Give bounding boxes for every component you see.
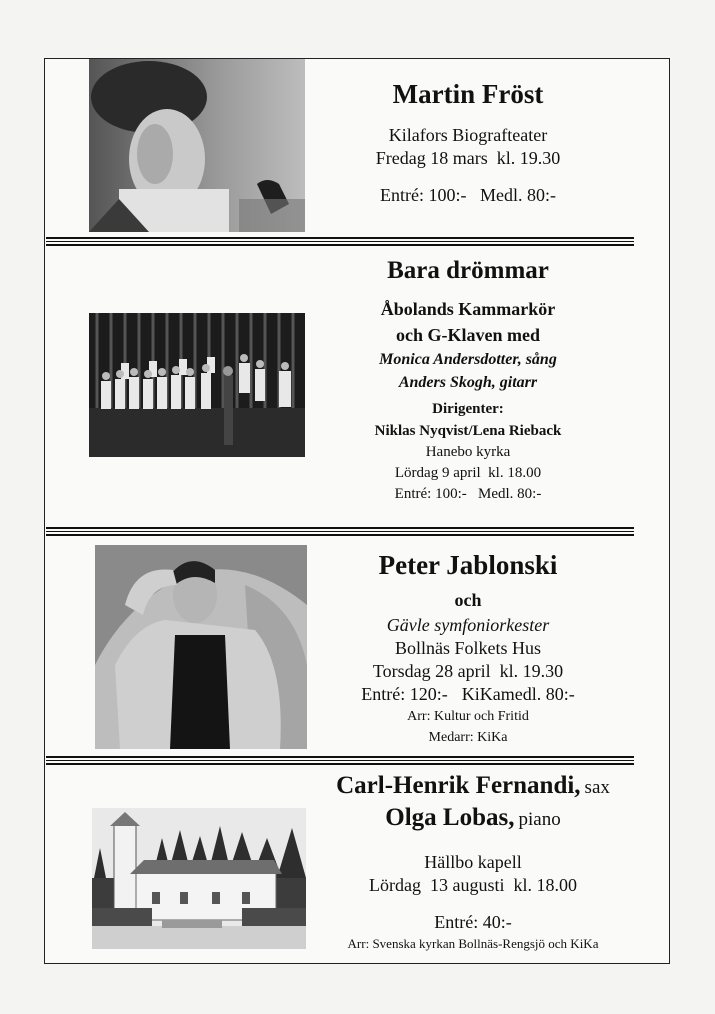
event2-conductors: Niklas Nyqvist/Lena Rieback	[374, 423, 562, 439]
event4-arranger: Arr: Svenska kyrkan Bollnäs-Rengsjö och KiKa	[347, 936, 599, 951]
event3-member-price: KiKamedl. 80:-	[461, 684, 575, 704]
event1-datetime: Fredag 18 mars kl. 19.30	[375, 148, 561, 168]
event3-and: och	[454, 590, 482, 610]
event2-soloist-2: Anders Skogh, gitarr	[398, 374, 538, 391]
choir-photo	[89, 313, 305, 457]
event4-performer-2: Olga Lobas,	[385, 804, 515, 831]
event2-soloist-1: Monica Andersdotter, sång	[379, 351, 557, 368]
event3-datetime: Torsdag 28 april kl. 19.30	[372, 661, 564, 681]
event2-with: och G-Klaven med	[396, 325, 540, 345]
event3-title: Peter Jablonski	[378, 550, 558, 580]
event1-price: Entré: 100:- Medl. 80:-	[380, 185, 556, 205]
peter-jablonski-photo	[95, 545, 307, 749]
event2-choir: Åbolands Kammarkör	[380, 299, 556, 319]
event4-performer-1: Carl-Henrik Fernandi,	[336, 772, 581, 799]
event2-venue: Hanebo kyrka	[425, 444, 511, 460]
event2-datetime: Lördag 9 april kl. 18.00	[394, 465, 542, 481]
event3-price: Entré: 120:-	[361, 684, 448, 704]
hallbo-chapel-photo	[92, 808, 306, 949]
event4-price: Entré: 40:-	[434, 912, 512, 932]
martin-frost-photo	[89, 59, 305, 232]
event3-co-arranger: Medarr: KiKa	[428, 730, 508, 745]
divider-2	[46, 527, 634, 536]
divider-1	[46, 237, 634, 246]
event2-title: Bara drömmar	[387, 257, 549, 284]
event3-venue: Bollnäs Folkets Hus	[394, 638, 541, 658]
event4-venue: Hällbo kapell	[424, 852, 522, 872]
event2-price: Entré: 100:- Medl. 80:-	[394, 486, 542, 502]
event4-datetime: Lördag 13 augusti kl. 18.00	[369, 875, 577, 895]
event3-arranger: Arr: Kultur och Fritid	[407, 709, 529, 724]
divider-3	[46, 756, 634, 765]
event1-venue: Kilafors Biografteater	[388, 125, 548, 145]
event4-instrument-1: sax	[584, 777, 610, 798]
event3-orchestra: Gävle symfoniorkester	[386, 615, 550, 635]
event4-instrument-2: piano	[518, 809, 561, 830]
event1-title: Martin Fröst	[392, 79, 544, 109]
event2-conductors-label: Dirigenter:	[432, 401, 504, 417]
